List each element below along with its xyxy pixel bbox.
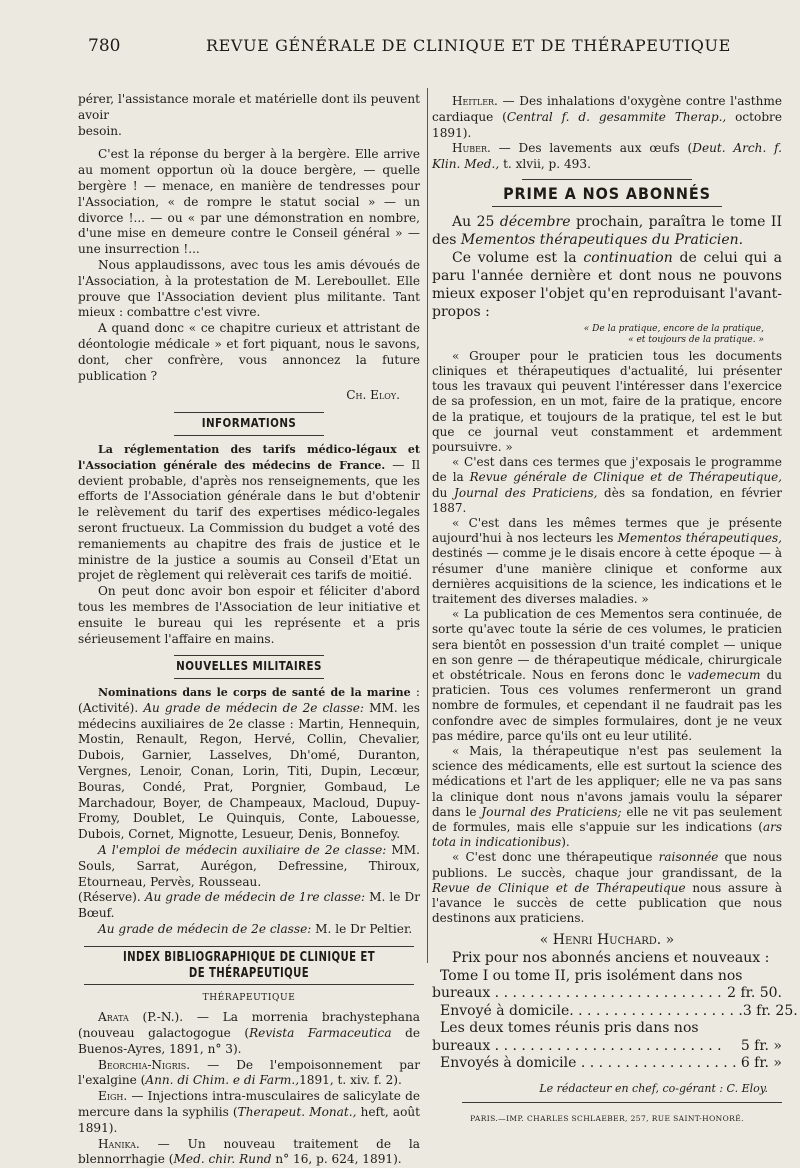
- price-row: [432, 1038, 782, 1056]
- quote-paragraph-5: [432, 744, 782, 850]
- section-title-prime: PRIME A NOS ABONNÉS: [503, 183, 711, 203]
- reference-tail: t. xlvii, p. 493.: [499, 157, 591, 172]
- bottom-rule: [462, 1102, 782, 1103]
- section-title-index: INDEX BIBLIOGRAPHIQUE DE CLINIQUE ET DE THÉRAPEUTIQUE: [122, 949, 376, 981]
- price-value: 5 fr. »: [740, 1037, 782, 1054]
- price-label: Envoyé à domicile. . . . . . . . . . . . . . . . . . . .: [440, 1002, 743, 1019]
- right-column: [432, 94, 798, 1126]
- price-line-1: Tome I ou tome II, pris isolément dans nos: [440, 967, 743, 984]
- reserve-name-2: M. le Dr Peltier.: [311, 922, 413, 937]
- prime-p1-date: décembre: [499, 213, 571, 230]
- reference-author: Eigh.: [98, 1089, 128, 1104]
- reference-text: — Un nouveau traitement de la blennorrhagie (: [78, 1136, 420, 1167]
- reference-text: — La morrenia brachystephana (nouveau galactogogue (: [78, 1010, 420, 1041]
- redacteur-line: Le rédacteur en chef, co-gérant : C. Eloy.: [539, 1081, 768, 1095]
- reference-tail: heft, août 1891).: [78, 1105, 420, 1135]
- section-title-militaires: NOUVELLES MILITAIRES: [176, 659, 322, 674]
- rule-index-bottom: [84, 984, 414, 985]
- quote-6-a: « C'est donc une thérapeutique: [452, 850, 659, 865]
- quote-3-b: destinés — comme je le disais encore à cette époque — à résumer d'une manière clinique et conforme aux dernières acquisitions de la science, les indications et le traitement des diverses maladies. »: [432, 546, 782, 607]
- rule-informations-bottom: [174, 435, 324, 436]
- reference-item: [78, 1010, 420, 1057]
- paragraph-deontologie: A quand donc « ce chapitre curieux et attristant de déontologie médicale » et fort piquant, nous le savons, dont, cher confrère, vous annoncez la future publication ?: [78, 321, 420, 383]
- quote-4-b: du praticien. Tous ces volumes renfermeront un grand nombre de formules, et cependant il ne faudrait pas les confondre avec de simples formulaires, dont je ne veux pas médire, parce qu'ils ont eu leur utilité.: [432, 668, 783, 743]
- reference-author: Heitler.: [452, 94, 498, 108]
- quote-5-b: elle ne vit pas seulement de formules, mais elle s'appuie sur les indications (: [432, 804, 782, 835]
- reference-tail: octobre 1891).: [432, 109, 782, 140]
- column-divider: [427, 88, 428, 963]
- price-value: 3 fr. 25.: [742, 1002, 798, 1019]
- quote-2-c: dès sa fondation, en février 1887.: [432, 485, 782, 515]
- prime-p2-a: Ce volume est la: [452, 249, 584, 266]
- info-text: — Il devient probable, d'après nos renseignements, que les efforts de l'Association générale dans le but d'obtenir le relèvement du tarif des expertises médico-legales seront fructueux. La Commission du budget a voté des remaniements au chapitre des frais de justice et le ministre de la justice a soumis au Conseil d'Etat un projet de règlement qui relèverait ces tarifs de moitié.: [78, 457, 420, 583]
- info-paragraph-2: On peut donc avoir bon espoir et féliciter d'abord tous les membres de l'Association de leur initiative et ensuite le bureau qui les représente et a pris sérieusement l'affaire en mains.: [78, 584, 420, 646]
- prime-p1-title: Mementos thérapeutiques du Praticien.: [460, 231, 744, 248]
- quote-3-a: « C'est dans les mêmes termes que je présente aujourd'hui à nos lecteurs les: [432, 516, 782, 546]
- price-row: [432, 1002, 798, 1021]
- rule-prime-top: [522, 179, 692, 180]
- price-row: [432, 985, 782, 1003]
- quote-paragraph-2: [432, 455, 782, 516]
- reference-source: Therapeut. Monat.,: [237, 1105, 357, 1120]
- militaires-reserve: [78, 890, 420, 922]
- left-column: [78, 92, 420, 1168]
- quote-5-latin: ars tota in indicationibus: [432, 820, 782, 850]
- quote-paragraph-1: « Grouper pour le praticien tous les documents cliniques et thérapeutiques d'actualité, lui présenter tous les travaux qui peuvent l'intéresser dans l'exercice de sa profession, en un mot, faire de la pratique, encore de la pratique, et toujours de la pratique, tel est le but que ce journal veut constamment et ardemment poursuivre. »: [432, 348, 782, 454]
- intro-line-2: besoin.: [78, 123, 122, 138]
- reference-item: [432, 94, 782, 141]
- price-value: 6 fr. »: [740, 1055, 782, 1072]
- prime-p1-b: prochain, paraîtra le tome II des: [432, 213, 782, 248]
- rule-index-top: [84, 946, 414, 947]
- paragraph-berger: C'est la réponse du berger à la bergère. Elle arrive au moment opportun où la douce bergère, — quelle bergère ! — menace, en manière de tendresses pour l'Association, « de rompre le statut social » — un divorce !... — ou « par une démonstration en nombre, d'une mise en demeure contre le Conseil général » — une insurrection !...: [78, 147, 420, 257]
- rule-prime-bottom: [492, 206, 722, 207]
- info-paragraph: [78, 442, 420, 584]
- quote-2-journal: Journal des Praticiens,: [454, 485, 598, 500]
- intro-line-1: pérer, l'assistance morale et matérielle dont ils peuvent avoir: [78, 92, 420, 122]
- militaires-grade-2: Au grade de médecin de 2e classe:: [143, 700, 365, 715]
- reference-source: Revista Farmaceutica: [249, 1026, 392, 1041]
- quote-paragraph-4: [432, 607, 782, 744]
- militaires-paragraph: [78, 685, 420, 843]
- militaires-auxiliaire: [78, 843, 420, 890]
- page-header: [88, 36, 740, 60]
- price-label: bureaux . . . . . . . . . . . . . . . . . . . . . . . . . .: [432, 1037, 722, 1054]
- prime-paragraph-2: [432, 249, 782, 321]
- reference-text: — Injections intra-musculaires de salicylate de mercure dans la syphilis (: [78, 1089, 420, 1120]
- reference-author: Hanika.: [98, 1136, 140, 1151]
- militaires-text-1: : (Activité).: [78, 685, 421, 715]
- rule-militaires-bottom: [174, 678, 324, 679]
- rule-informations-top: [174, 412, 324, 413]
- reference-item: [432, 141, 782, 173]
- rule-militaires-top: [174, 655, 324, 656]
- price-row: [432, 1055, 782, 1073]
- reference-tail: de Buenos-Ayres, 1891, n° 3).: [78, 1026, 420, 1056]
- quote-2-b: du: [432, 485, 455, 500]
- quote-6-raisonnee: raisonnée: [658, 850, 719, 865]
- running-title: REVUE GÉNÉRALE DE CLINIQUE ET DE THÉRAPEUTIQUE: [206, 36, 731, 55]
- quote-6-c: nous assure à l'avance le succès de cette publication que nous destinons aux praticiens.: [432, 880, 782, 926]
- reserve-grade-2: Au grade de médecin de 2e classe:: [98, 922, 312, 937]
- reference-tail: 1891, t. xiv. f. 2).: [299, 1073, 402, 1088]
- militaires-auxiliaire-label: A l'emploi de médecin auxiliaire de 2e classe:: [98, 843, 387, 858]
- quote-4-a: « La publication de ces Mementos sera continuée, de sorte qu'avec toute la série de ces volumes, le praticien sera bientôt en possession d'un traité complet — unique en son genre — de thérapeutique médicale, chirurgicale et obstétricale. Nous en ferons donc le: [432, 607, 782, 683]
- paragraph-applaudissons: Nous applaudissons, avec tous les amis dévoués de l'Association, à la protestation de M. Lereboullet. Elle prouve que l'Association devient plus militante. Tant mieux : combattre c'est vivre.: [78, 257, 420, 320]
- epigraph-line-2: « et toujours de la pratique. »: [628, 334, 764, 345]
- quote-2-revue: Revue générale de Clinique et de Thérapeutique,: [469, 470, 782, 485]
- reserve-name-1: M. le Dr Bœuf.: [78, 890, 420, 921]
- militaires-names-1: MM. les médecins auxiliaires de 2e classe : Martin, Hennequin, Mostin, Renault, Regon, Hervé, Collin, Chevalier, Dubois, Garnier, Lasselves, Dh'omé, Duranton, Vergnes, Lenoir, Conan, Lorin, Titi, Dupin, Lecœur, Bouras, Condé, Prat, Porgnier, Gombaud, Le Marchadour, Boyer, de Champeaux, Macloud, Dupuy-Fromy, Doublet, Le Quinquis, Conte, Labouesse, Dubois, Cornet, Mignotte, Lesueur, Denis, Bonnefoy.: [78, 700, 421, 842]
- price-label: Envoyés à domicile . . . . . . . . . . . . . . . . . .: [440, 1055, 737, 1072]
- price-line-2: Les deux tomes réunis pris dans nos: [440, 1020, 699, 1037]
- price-list: [432, 950, 798, 1073]
- signature-eloy: Ch. Eloy.: [346, 388, 400, 403]
- subtitle-therapeutique: THÉRAPEUTIQUE: [202, 993, 296, 1004]
- prime-p1-a: Au 25: [452, 213, 500, 230]
- epigraph-line-1: « De la pratique, encore de la pratique,: [583, 323, 764, 334]
- quote-3-mementos: Mementos thérapeutiques,: [617, 531, 782, 546]
- reserve-grade-1: Au grade de médecin de 1re classe:: [144, 890, 366, 905]
- quote-5-a: « Mais, la thérapeutique n'est pas seulement la science des médicaments, elle est surtout la science des médications et l'art de les appliquer; elle ne va pas sans la clinique dont nous n'avons jamais voulu la séparer dans le: [432, 744, 782, 819]
- quote-5-c: ).: [561, 835, 570, 850]
- prime-paragraph-1: [432, 213, 782, 249]
- reference-text: — Des lavements aux œufs (: [490, 141, 693, 156]
- quote-paragraph-3: [432, 516, 782, 607]
- section-title-informations: INFORMATIONS: [201, 416, 297, 431]
- prime-p2-continuation: continuation: [583, 249, 673, 266]
- info-lead: La réglementation des tarifs médico-légaux et l'Association générale des médecins de France.: [78, 442, 420, 472]
- reference-item: [78, 1089, 420, 1136]
- reference-author: Beorchia-Nigris.: [98, 1057, 191, 1072]
- reference-author: Arata (P.-N.).: [98, 1010, 184, 1025]
- militaires-lead: Nominations dans le corps de santé de la marine: [98, 686, 411, 700]
- printer-imprint: PARIS.—IMP. CHARLES SCHLAEBER, 257, RUE SAINT-HONORÉ.: [470, 1113, 744, 1123]
- reference-author: Huber.: [452, 141, 491, 156]
- quote-4-vademecum: vademecum: [687, 668, 761, 683]
- reference-source: Med. chir. Rund: [173, 1152, 272, 1167]
- price-intro: Prix pour nos abonnés anciens et nouveaux :: [452, 950, 770, 967]
- reference-source: Central f. d. gesammite Therap.,: [506, 109, 727, 124]
- page-number: 780: [88, 36, 121, 56]
- epigraph: [432, 324, 764, 346]
- price-value: 2 fr. 50.: [727, 985, 782, 1002]
- prime-p2-b: de celui qui a paru l'année dernière et dont nous ne pouvons mieux exposer l'objet qu'en reproduisant l'avant-propos :: [432, 249, 782, 320]
- signature-huchard: « Henri Huchard. »: [539, 931, 675, 948]
- reference-item: [78, 1058, 420, 1090]
- reference-item: [78, 1137, 420, 1168]
- reserve-label: (Réserve).: [78, 890, 145, 905]
- quote-paragraph-6: [432, 850, 782, 926]
- quote-6-b: que nous publions. Le succès, chaque jour grandissant, de la: [432, 850, 782, 880]
- militaires-reserve-2: [78, 922, 420, 938]
- quote-2-a: « C'est dans ces termes que j'exposais le programme de la: [432, 455, 782, 485]
- quote-5-journal: Journal des Praticiens;: [481, 804, 622, 819]
- reference-text: — Des inhalations d'oxygène contre l'asthme cardiaque (: [432, 94, 782, 124]
- quote-6-revue: Revue de Clinique et de Thérapeutique: [432, 880, 686, 895]
- militaires-names-2: MM. Souls, Sarrat, Aurégon, Defressine, Thiroux, Etourneau, Pervès, Rousseau.: [78, 843, 420, 889]
- reference-source: Ann. di Chim. e di Farm.,: [145, 1073, 300, 1088]
- reference-source: Deut. Arch. f. Klin. Med.,: [432, 141, 782, 172]
- reference-text: — De l'empoisonnement par l'exalgine (: [78, 1057, 420, 1088]
- prime-section: [432, 179, 782, 207]
- reference-tail: n° 16, p. 624, 1891).: [271, 1152, 402, 1167]
- price-label: bureaux . . . . . . . . . . . . . . . . . . . . . . . . . .: [432, 985, 722, 1002]
